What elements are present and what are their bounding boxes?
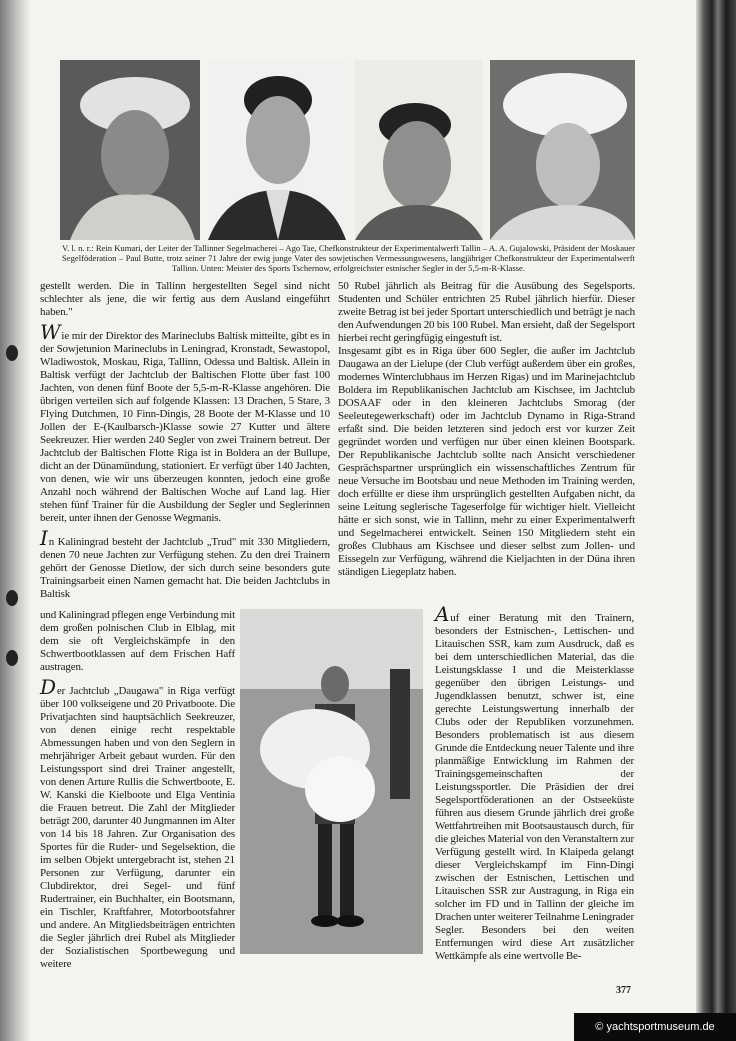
binding-hole bbox=[6, 650, 18, 666]
article-upper-columns bbox=[40, 280, 635, 601]
paragraph-text: gestellt werden. Die in Tallinn hergestellten Segel sind nicht schlechter als jene, die wir fertig aus dem Ausland eingeführt haben." bbox=[40, 279, 330, 318]
watermark: © yachtsportmuseum.de bbox=[574, 1013, 736, 1041]
portrait-photo-paul-butte bbox=[490, 60, 635, 240]
article-lower-columns bbox=[40, 601, 635, 971]
article-column-right-top bbox=[338, 280, 635, 579]
book-spine-shadow bbox=[0, 0, 30, 1041]
page-content bbox=[40, 0, 635, 1041]
paragraph bbox=[40, 525, 330, 601]
paragraph bbox=[40, 319, 330, 525]
portrait-photo-rein-kumari bbox=[60, 60, 200, 240]
paragraph-text: uf einer Beratung mit den Trainern, besonders der Estnischen-, Lettischen- und Litauischen SSR, kam zum Ausdruck, daß es bei dem unterschiedlichen Material, das die Leistungsklasse I und die Meisterklasse gegenüber den übrigen Leistungs- und Jugendklassen benutzt, schwer ist, eine gerechte Leistungswertung innerhalb der Clubs oder der Republiken vorzunehmen. Besonders problematisch ist aus diesem Grunde die Entdeckung neuer Talente und ihre planmäßige Entwicklung im Rahmen der Trainingsgemeinschaften der Leistungssportler. Die Präsidien der drei Segelsportföderationen an der Ostseeküste führen aus diesem Grunde jährlich drei große Wettfahrtreihen mit Bootsaustausch durch, für die gleiches Material von den Veranstaltern zur Verfügung gestellt wird. In Klaipeda gelangt dieser Vergleichskampf im Finn-Dingi zwischen der Estnischen, Lettischen und Litauischen SSR zur Austragung, in Riga ein solcher im FD und in Tallinn der gleiche im Drachen unter weiterer Teilnahme Leningrader Segler. Besonders bei den weiten Entfernungen wird diese Art zusätzlicher Wettkämpfe als eine wertvolle Be- bbox=[435, 611, 634, 962]
paragraph-text: er Jachtclub „Daugawa" in Riga verfügt über 100 volkseigene und 20 Privatboote. Die Privatjachten sind hauptsächlich Seekreuzer, von denen einige recht respektable Abmessungen haben und von den Seglern in mehrjähriger Arbeit gebaut wurden. Für den Leistungssport sind drei Trainer angestellt, von denen Arture Rullis die Schwertboote, E. W. Kanski die Kielboote und Elga Ventinia die Frauen betreut. Die Zahl der Mitglieder beträgt 200, darunter 40 Jungmannen im Alter von 14 bis 18 Jahren. Zur Organisation des Sportes für die Ruder- und Segelsektion, die im selben Objekt untergebracht ist, stehen 21 Personen zur Verfügung, darunter ein Clubdirektor, drei Segel- und fünf Rudertrainer, ein Buchhalter, ein Bootsmann, ein Tischler, Kraftfahrer, Motorbootsfahrer und andere. An Mitgliedsbeiträgen entrichten die Segler jährlich drei Rubel als Mitglieder der Sozialistischen Sportbewegung und weitere bbox=[40, 684, 235, 970]
paragraph-text: Insgesamt gibt es in Riga über 600 Segler, die außer im Jachtclub Daugawa an der Lielupe (der Club verfügt außerdem über ein großes, modernes Winterclubhaus im Herzen Rigas) und im Marinejachtclub Boldera im Republikanischen Jachtclub am Kischsee, im Jachtclub DOSAAF oder in den kleineren Jachtclubs Smorag (der Seeleutegewerkschaft) oder im Jachtclub Dynamo in Riga-Strand erfaßt sind. Die beiden letzteren sind jedoch erst vor kurzer Zeit gegründet worden und verfügen nur über einen kleinen Bootspark. Der Republikanische Jachtclub sollte nach Ansicht verschiedener Gesprächspartner ursprünglich ein wissenschaftliches Zentrum für neue Versuche im Bootsbau und neue Methoden im Training werden, doch erfüllte er diese ihm ursprünglich gestellten Aufgaben nicht, da seine Leitung seglerische Tageserfolge für wichtiger hielt. Vielleicht hätte er sich sonst, wie in Tallinn, mehr zu einer Experimentalwerft und Segelmacherei entwickelt. Seinen 150 Mitgliedern steht ein großes Clubhaus am Kischsee und dieser selbst zum Jollen- und Eissegeln zur Verfügung, während die Kieljachten in der Düna ihren ständigen Liegeplatz haben. bbox=[338, 344, 635, 578]
paragraph bbox=[40, 674, 235, 971]
paragraph-text: 50 Rubel jährlich als Beitrag für die Ausübung des Segelsports. Studenten und Schüler entrichten 25 Rubel jährlich hierfür. Dieser zweite Betrag ist bei jeder Sportart unterschiedlich und beträgt je nach den Aufwendungen 20 bis 100 Rubel. Man ersieht, daß der Segelsport hierbei recht geringfügig eingestuft ist. bbox=[338, 279, 635, 344]
article-column-left-top bbox=[40, 280, 330, 601]
drop-cap: D bbox=[40, 674, 56, 699]
paragraph bbox=[40, 609, 235, 674]
paragraph bbox=[40, 280, 330, 319]
paragraph-text: n Kaliningrad besteht der Jachtclub „Trud" mit 330 Mitgliedern, denen 70 neue Jachten zur Verfügung stehen. Zu den drei Trainern gehört der Genosse Dietlow, der sich durch seine besonders gute Trainingsarbeit einen Namen gemacht hat. Die beiden Jachtclubs in Baltisk bbox=[40, 535, 330, 600]
binding-hole bbox=[6, 345, 18, 361]
drop-cap: A bbox=[435, 601, 450, 626]
drop-cap: W bbox=[40, 319, 61, 344]
portrait-row bbox=[40, 60, 635, 240]
paragraph bbox=[338, 280, 635, 345]
binding-hole bbox=[6, 590, 18, 606]
book-page-edges bbox=[696, 0, 736, 1041]
page-number: 377 bbox=[616, 984, 631, 996]
drop-cap: I bbox=[40, 525, 48, 550]
article-column-left-bottom bbox=[40, 609, 235, 971]
paragraph-text: ie mir der Direktor des Marineclubs Baltisk mitteilte, gibt es in der Sowjetunion Marineclubs in Leningrad, Kronstadt, Sewastopol, Wladiwostok, Moskau, Riga, Tallinn, Odessa und Baltisk. Allein in Baltisk verfügt der Jachtclub der Baltischen Flotte über fast 100 Jachten, von denen fünf Boote der 5,5-m-R-Klasse angehören. Die übrigen verteilen sich auf folgende Klassen: 13 Drachen, 5 Stare, 3 Flying Dutchmen, 10 Finn-Dingis, 28 Boote der M-Klasse und 10 Jollen der E-(Kaulbarsch-)Klasse sowie 27 Kutter und ältere Seekreuzer. Hier werden 240 Segler von zwei Trainern betreut. Der Jachtclub der Baltischen Flotte Riga ist in Boldera an der Bullupe, dicht an der Dünamündung, stationiert. Er verfügt über 140 Jachten, von denen, wie wir uns überzeugen konnten, jedoch eine große Anzahl noch während der Baltischen Woche auf Land lag. Hier stehen fünf Trainer für die Ausbildung der Segler und Seglerinnen bereit, unter ihnen der Genosse Wegmanis. bbox=[40, 329, 330, 524]
paragraph bbox=[338, 345, 635, 579]
portrait-photo-ago-tae bbox=[208, 60, 346, 240]
photo-caption: V. l. n. r.: Rein Kumari, der Leiter der Tallinner Segelmacherei – Ago Tae, Chefkonstrukteur der Experimentalwerft Tallin – A. A. Gujalowski, Präsident der Moskauer Segelföderation – Paul Butte, trotz seiner 71 Jahre der ewig junge Vater des sowjetischen Vermessungswesens, langjähriger Chefkonstrukteur der Experimentalwerft Tallinn. Unten: Meister des Sports Tschernow, erfolgreichster estnischer Segler in der 5,5-m-R-Klasse. bbox=[62, 243, 635, 274]
article-column-right-bottom bbox=[435, 601, 634, 963]
photo-tschernow-with-sailbags bbox=[240, 609, 423, 954]
paragraph bbox=[435, 601, 634, 963]
paragraph-text: und Kaliningrad pflegen enge Verbindung mit dem großen polnischen Club in Elblag, mit dem sie oft Vergleichskämpfe in den Schwertbootklassen auf dem Frischen Haff austragen. bbox=[40, 608, 235, 673]
portrait-photo-gujalowski bbox=[355, 60, 483, 240]
